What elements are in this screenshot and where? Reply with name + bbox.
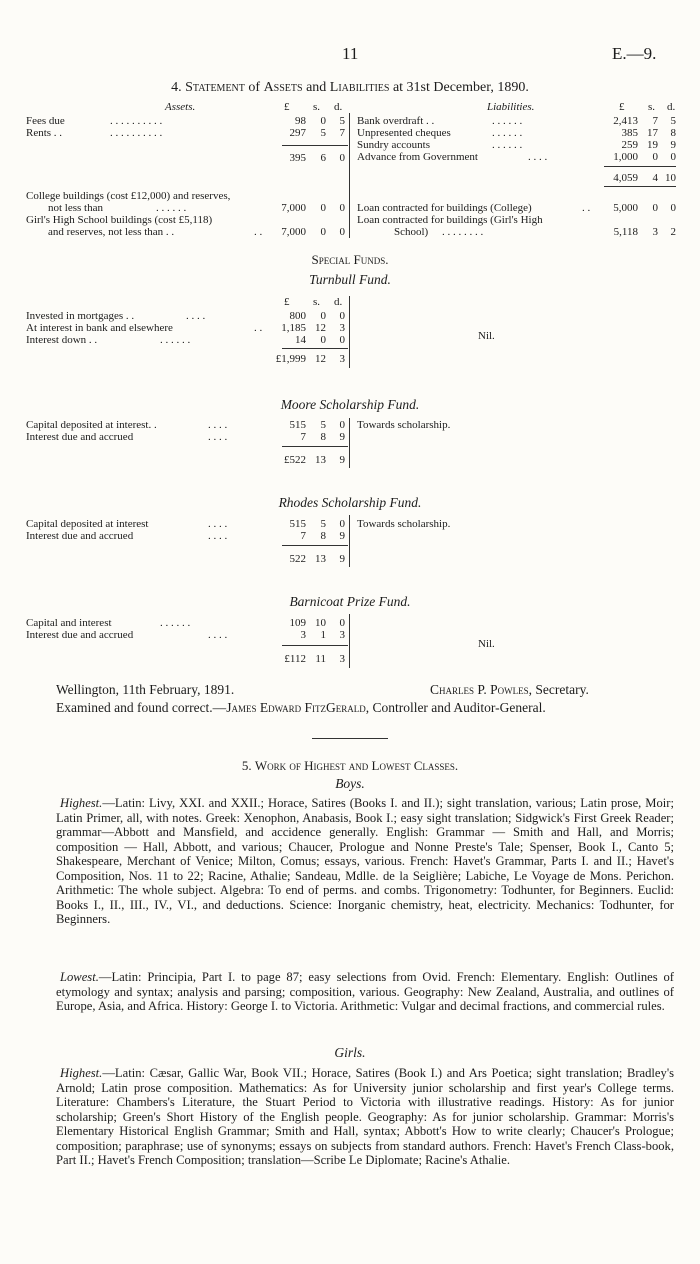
fund-pence: 0 xyxy=(339,518,345,530)
liability-shillings: 19 xyxy=(647,139,658,151)
leader-dots: . . xyxy=(254,322,263,334)
total-rule xyxy=(282,446,348,447)
fund-pounds: 515 xyxy=(289,518,306,530)
fund-application: Towards scholarship. xyxy=(357,518,451,530)
leader-dots: . . . . xyxy=(208,629,228,641)
asset-pence: 0 xyxy=(339,202,345,214)
leader-dots: . . xyxy=(254,226,263,238)
fund-label: Interest due and accrued xyxy=(26,530,134,542)
fund-total-pence: 9 xyxy=(339,454,345,466)
liability-label: Unpresented cheques xyxy=(357,127,451,139)
asset-label: and reserves, not less than . . xyxy=(48,226,175,238)
liabilities-total-shillings: 4 xyxy=(652,172,658,184)
liability-label: Loan contracted for buildings (Girl's High xyxy=(357,214,543,226)
fund-pence: 3 xyxy=(339,322,345,334)
fund-shillings: 0 xyxy=(320,310,326,322)
asset-pounds: 98 xyxy=(295,115,306,127)
liability-label: Sundry accounts xyxy=(357,139,431,151)
fund-pence: 9 xyxy=(339,431,345,443)
asset-pence: 0 xyxy=(339,226,345,238)
fund-total-shillings: 13 xyxy=(315,454,326,466)
leader-dots: . . . . . . xyxy=(160,334,191,346)
liability-shillings: 7 xyxy=(652,115,658,127)
asset-pounds: 297 xyxy=(289,127,306,139)
liability-shillings: 17 xyxy=(647,127,658,139)
liability-pounds: 5,000 xyxy=(613,202,638,214)
fund-total-pounds: £112 xyxy=(284,653,306,665)
liability-pence: 9 xyxy=(670,139,676,151)
liability-pounds: 385 xyxy=(621,127,638,139)
leader-dots: . . . . xyxy=(208,431,228,443)
place-date: Wellington, 11th February, 1891. xyxy=(56,682,235,697)
asset-label: Rents . . xyxy=(26,127,63,139)
fund-total-shillings: 12 xyxy=(315,353,326,365)
liability-shillings: 0 xyxy=(652,202,658,214)
divider-line xyxy=(349,113,350,238)
fund-total-pence: 3 xyxy=(339,353,345,365)
girls-highest-paragraph: Highest.—Latin: Cæsar, Gallic War, Book VII.; Horace, Satires (Book I.) and Ars Poetica; sight translation; Bradley's Arnold; Latin prose composition. Mathematics: As for University junior scholarship and first year's College terms. Literature: Chambers's Literature, the Stuart Period to Victoria with illustrative readings. History: As for junior scholarship; Green's Short History of the English people. Geography: As for junior scholarship. Grammar: Morris's Elementary Historical English Grammar; Smith and Hall, syntax; Abbott's How to write clearly; Chaucer's Prologue; composition; paraphrase; use of synonyms; essays on subjects from standard authors. French: Havet's French Class-book, Part II.; Havet's French Composition; translation—Scribe Le Diplomate; Racine's Athalie. xyxy=(56,1066,674,1167)
fund-pence: 0 xyxy=(339,310,345,322)
col-head-shillings-liab: s. xyxy=(648,101,656,113)
fund-label: Capital deposited at interest. . xyxy=(26,419,157,431)
fund-total-pounds: 522 xyxy=(289,553,306,565)
liability-label: Advance from Government xyxy=(357,151,478,163)
fund-shillings: 8 xyxy=(320,530,326,542)
fund-label: Interest due and accrued xyxy=(26,629,134,641)
liability-pounds: 1,000 xyxy=(613,151,638,163)
fund-total-shillings: 13 xyxy=(315,553,326,565)
boys-highest-paragraph: Highest.—Latin: Livy, XXI. and XXII.; Horace, Satires (Books I. and II.); sight translation, various; Latin prose, Moir; Latin Primer, all, with notes. Greek: Xenophon, Anabasis, Book I.; easy sight translation; Sidgwick's First Greek Reader; grammar—Abbott and Mansfield, and accidence generally. English: Grammar — Smith and Hall, and Morris; composition — Hall, Abbott, and various; Chaucer, Prologue and Nonne Preste's Tale; Spenser, Book I., Canto 5; Shakespeare, Merchant of Venice; Milton, Comus; essays, various. French: Havet's Grammar, Parts I. and II.; Havet's Composition, Nos. 11 to 22; Racine, Athalie; Sandeau, Mdlle. de la Seiglière; Labiche, Le Voyage de Mons. Perichon. Arithmetic: The whole subject. Algebra: To end of perms. and combs. Trigonometry: Todhunter, for Beginners. Euclid: Books I., II., III., IV., VI., and deductions. Science: Inorganic chemistry, heat, electricity. Mechanics: Todhunter, for Beginners. xyxy=(56,796,674,926)
liabilities-total-pence: 10 xyxy=(665,172,676,184)
fund-pence: 0 xyxy=(339,419,345,431)
auditor-certification: Examined and found correct.—James Edward FitzGerald, Controller and Auditor-General. xyxy=(56,700,546,715)
asset-pounds: 7,000 xyxy=(281,202,306,214)
leader-dots: . . . . xyxy=(208,518,228,530)
fund-pounds: 14 xyxy=(295,334,306,346)
divider-line xyxy=(349,418,350,468)
asset-shillings: 5 xyxy=(320,127,326,139)
asset-shillings: 0 xyxy=(320,115,326,127)
col-head-pounds: £ xyxy=(284,101,290,113)
fund-total-pence: 9 xyxy=(339,553,345,565)
asset-label: Girl's High School buildings (cost £5,118) xyxy=(26,214,213,226)
fund-pence: 0 xyxy=(339,617,345,629)
fund-pounds: 1,185 xyxy=(281,322,306,334)
liability-label: Bank overdraft . . xyxy=(357,115,435,127)
fund-pence: 9 xyxy=(339,530,345,542)
liability-shillings: 3 xyxy=(652,226,658,238)
girls-heading: Girls. xyxy=(334,1045,366,1060)
liability-pence: 0 xyxy=(670,202,676,214)
liability-shillings: 0 xyxy=(652,151,658,163)
assets-total-pence: 0 xyxy=(339,152,345,164)
leader-dots: . . . . . . xyxy=(492,139,523,151)
col-head-shillings: s. xyxy=(313,101,321,113)
col-head-pence-liab: d. xyxy=(667,101,676,113)
fund-label: Interest due and accrued xyxy=(26,431,134,443)
fund-shillings: 1 xyxy=(320,629,326,641)
assets-total-pounds: 395 xyxy=(289,152,306,164)
col-head-pounds-liab: £ xyxy=(619,101,625,113)
fund-pence: 0 xyxy=(339,334,345,346)
fund-label: At interest in bank and elsewhere xyxy=(26,322,173,334)
boys-heading: Boys. xyxy=(335,776,365,791)
leader-dots: . . . . . . xyxy=(492,115,523,127)
fund-total-shillings: 11 xyxy=(315,653,326,665)
fund-label: Interest down . . xyxy=(26,334,98,346)
leader-dots: . . . . xyxy=(208,419,228,431)
turnbull-fund-title: Turnbull Fund. xyxy=(309,272,391,287)
barnicoat-fund-title: Barnicoat Prize Fund. xyxy=(289,594,411,609)
liability-pence: 5 xyxy=(670,115,676,127)
leader-dots: . . . . . . xyxy=(156,202,187,214)
fund-label: Capital and interest xyxy=(26,617,112,629)
liability-label: Loan contracted for buildings (College) xyxy=(357,202,532,214)
secretary-signature: Charles P. Powles, Secretary. xyxy=(430,682,589,697)
divider-line xyxy=(349,515,350,567)
asset-shillings: 0 xyxy=(320,226,326,238)
liability-pence: 0 xyxy=(670,151,676,163)
fund-pounds: 109 xyxy=(289,617,306,629)
leader-dots: . . . . . . xyxy=(492,127,523,139)
work-title: 5. Work of Highest and Lowest Classes. xyxy=(241,758,459,773)
leader-dots: . . . . . . . . xyxy=(442,226,484,238)
total-rule xyxy=(604,166,676,167)
fund-pounds: 800 xyxy=(289,310,306,322)
col-head-pence: d. xyxy=(334,101,343,113)
liability-pence: 8 xyxy=(670,127,676,139)
assets-total-shillings: 6 xyxy=(320,152,326,164)
asset-shillings: 0 xyxy=(320,202,326,214)
total-rule xyxy=(282,645,348,646)
asset-pounds: 7,000 xyxy=(281,226,306,238)
col-head-pounds: £ xyxy=(284,296,290,308)
fund-pounds: 3 xyxy=(300,629,306,641)
total-rule xyxy=(282,145,348,146)
fund-pounds: 515 xyxy=(289,419,306,431)
leader-dots: . . . . . . xyxy=(160,617,191,629)
liabilities-heading: Liabilities. xyxy=(487,101,535,113)
liability-label: School) xyxy=(394,226,429,238)
special-funds-title: Special Funds. xyxy=(311,252,389,267)
fund-shillings: 10 xyxy=(315,617,326,629)
leader-dots: . . . . xyxy=(528,151,548,163)
asset-label: College buildings (cost £12,000) and reserves, xyxy=(26,190,231,202)
document-reference: E.—9. xyxy=(612,44,657,63)
col-head-pence: d. xyxy=(334,296,343,308)
fund-shillings: 5 xyxy=(320,419,326,431)
liabilities-total-pounds: 4,059 xyxy=(613,172,638,184)
fund-label: Invested in mortgages . . xyxy=(26,310,135,322)
fund-total-pence: 3 xyxy=(339,653,345,665)
fund-total-pounds: £522 xyxy=(284,454,306,466)
liability-pounds: 2,413 xyxy=(613,115,638,127)
asset-pence: 7 xyxy=(339,127,345,139)
assets-heading: Assets. xyxy=(165,101,196,113)
boys-lowest-paragraph: Lowest.—Latin: Principia, Part I. to page 87; easy selections from Ovid. French: Elementary. English: Outlines of etymology and syntax; analysis and parsing; composition, various. Geography: New Zealand, Australia, and outlines of Europe, Asia, and Africa. History: George I. to Victoria. Arithmetic: Vulgar and decimal fractions, and commercial rules. xyxy=(56,970,674,1013)
moore-fund-title: Moore Scholarship Fund. xyxy=(280,397,420,412)
fund-pounds: 7 xyxy=(300,530,306,542)
col-head-shillings: s. xyxy=(313,296,321,308)
fund-shillings: 8 xyxy=(320,431,326,443)
liability-pounds: 259 xyxy=(621,139,638,151)
section-divider xyxy=(312,738,388,739)
fund-pounds: 7 xyxy=(300,431,306,443)
fund-shillings: 12 xyxy=(315,322,326,334)
divider-line xyxy=(349,614,350,668)
leader-dots: . . . . . . . . . . xyxy=(110,115,163,127)
leader-dots: . . . . xyxy=(208,530,228,542)
liability-pounds: 5,118 xyxy=(613,226,638,238)
fund-application: Nil. xyxy=(478,330,495,342)
fund-shillings: 5 xyxy=(320,518,326,530)
asset-label: not less than xyxy=(48,202,103,214)
fund-shillings: 0 xyxy=(320,334,326,346)
total-rule xyxy=(282,348,348,349)
rhodes-fund-title: Rhodes Scholarship Fund. xyxy=(278,495,422,510)
fund-pence: 3 xyxy=(339,629,345,641)
fund-application: Nil. xyxy=(478,638,495,650)
divider-line xyxy=(349,296,350,368)
liability-pence: 2 xyxy=(670,226,676,238)
total-rule xyxy=(282,545,348,546)
fund-label: Capital deposited at interest xyxy=(26,518,149,530)
fund-application: Towards scholarship. xyxy=(357,419,451,431)
fund-total-pounds: £1,999 xyxy=(275,353,306,365)
total-rule xyxy=(604,186,676,187)
asset-pence: 5 xyxy=(339,115,345,127)
leader-dots: . . . . . . . . . . xyxy=(110,127,163,139)
asset-label: Fees due xyxy=(26,115,65,127)
leader-dots: . . . . xyxy=(186,310,206,322)
leader-dots: . . xyxy=(582,202,591,214)
statement-title: 4. Statement of Assets and Liabilities at 31st December, 1890. xyxy=(171,80,529,95)
page-number: 11 xyxy=(342,44,359,63)
